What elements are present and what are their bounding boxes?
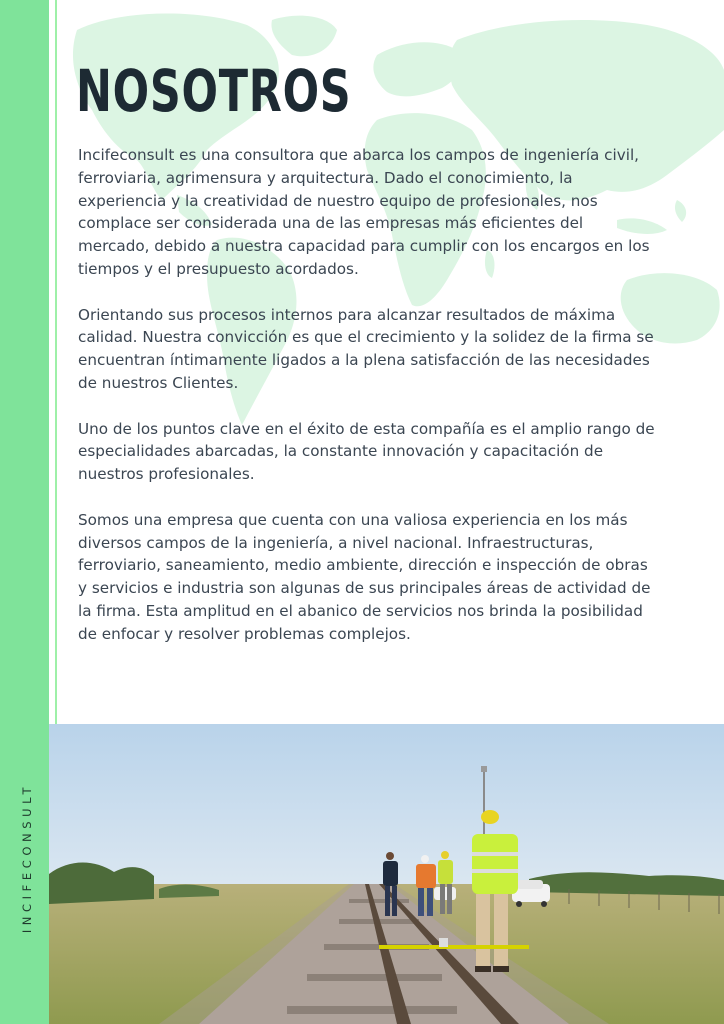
body-content bbox=[78, 144, 658, 668]
brand-vertical-text: INCIFECONSULT bbox=[20, 782, 34, 934]
paragraph-intro: Incifeconsult es una consultora que abarca los campos de ingeniería civil, ferroviaria, agrimensura y arquitectura. Dado el conocimiento, la experiencia y la creatividad de nuestro equipo de profesionales, nos complace ser considerada una de las empresas más eficientes del mercado, debido a nuestra capacidad para cumplir con los encargos en los tiempos y el presupuesto acordados. bbox=[78, 146, 650, 278]
paragraph-key-points: Uno de los puntos clave en el éxito de esta compañía es el amplio rango de especialidades abarcadas, la constante innovación y capacitación de nuestros profesionales. bbox=[78, 419, 655, 484]
paragraph-experience: Somos una empresa que cuenta con una valiosa experiencia en los más diversos campos de la ingeniería, a nivel nacional. Infraestructuras, ferroviario, saneamiento, medio ambiente, dirección e inspección de obras y servicios e industria son algunas de sus principales áreas de actividad de la firma. Esta amplitud en el abanico de servicios nos brinda la posibilidad de enfocar y resolver problemas complejos. bbox=[78, 510, 651, 643]
paragraph-quality: Orientando sus procesos internos para alcanzar resultados de máxima calidad. Nuestra convicción es que el crecimiento y la solidez de la firma se encuentran íntimamente ligados a la plena satisfacción de las necesidades de nuestros Clientes. bbox=[78, 305, 654, 392]
railway-photo-illustration bbox=[49, 724, 724, 1024]
railway-inspection-photo bbox=[49, 724, 724, 1024]
page-title: NOSOTROS bbox=[76, 57, 352, 125]
